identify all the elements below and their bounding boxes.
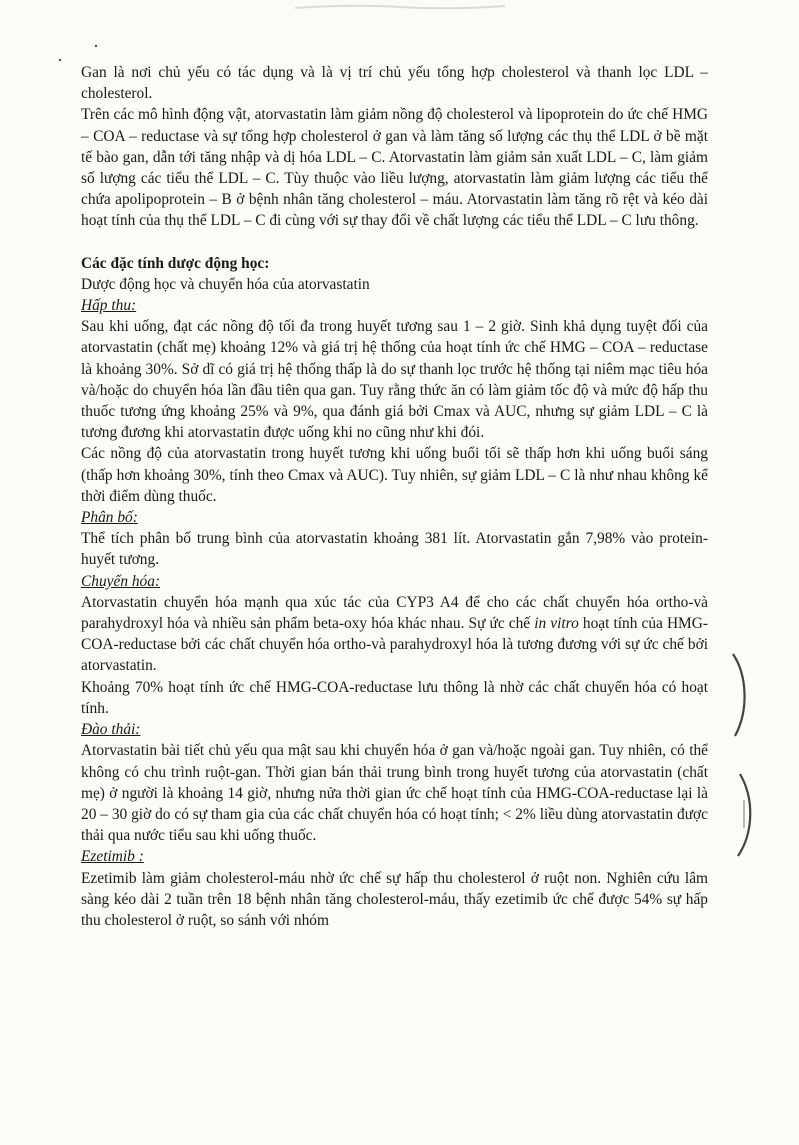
absorption-paragraph-1: Sau khi uống, đạt các nồng độ tối đa trong huyết tương sau 1 – 2 giờ. Sinh khả dụng tuyệt đối của atorvastatin (chất mẹ) khoảng 12% và giá trị hệ thống của hoạt tính ức chế HMG – COA – reductase là khoảng 30%. Sở dĩ có giá trị hệ thống thấp là do sự thanh lọc trước hệ thống tại niêm mạc tiêu hóa và/hoặc do chuyển hóa lần đầu tiên qua gan. Tuy rằng thức ăn có làm giảm tốc độ và mức độ hấp thu thuốc tương ứng khoảng 25% và 9%, qua đánh giá bởi Cmax và AUC, nhưng sự giảm LDL – C là tương đương khi atorvastatin được uống khi no cũng như khi đói.	[81, 318, 708, 442]
intro-paragraph-2: Trên các mô hình động vật, atorvastatin làm giảm nồng độ cholesterol và lipoprotein do ức chế HMG – COA – reductase và sự tổng hợp cholesterol ở gan và làm tăng số lượng các thụ thể LDL ở bề mặt tế bào gan, dẫn tới tăng nhập và dị hóa LDL – C. Atorvastatin làm giảm sản xuất LDL – C, làm giảm số lượng các tiểu thể LDL – C. Tùy thuộc vào liều lượng, atorvastatin làm giảm lượng các tiểu thể chứa apolipoprotein – B ở bệnh nhân tăng cholesterol – máu. Atorvastatin làm tăng rõ rệt và kéo dài hoạt tính của thụ thể LDL – C đi cùng với sự thay đổi về chất lượng các tiểu thể LDL – C lưu thông.	[81, 106, 708, 230]
metabolism-text-b: hoạt tính của HMG-COA-reductase bởi các chất chuyển hóa ortho-và parahydroxyl hóa là tương đương với sự ức chế bởi atorvastatin.	[81, 615, 708, 675]
document-body	[81, 62, 708, 931]
ezetimib-paragraph: Ezetimib làm giảm cholesterol-máu nhờ ức chế sự hấp thu cholesterol ở ruột non. Nghiên cứu lâm sàng kéo dài 2 tuần trên 18 bệnh nhân tăng cholesterol-máu, thấy ezetimib ức chế được 54% sự hấp thu cholesterol ở ruột, so sánh với nhóm	[81, 869, 708, 929]
metabolism-heading: Chuyển hóa:	[81, 572, 161, 590]
binding-mark-lower	[730, 770, 760, 860]
absorption-paragraph-2: Các nồng độ của atorvastatin trong huyết tương khi uống buổi tối sẽ thấp hơn khi uống buổi sáng (thấp hơn khoảng 30%, tính theo Cmax và AUC). Tuy nhiên, sự giảm LDL – C là như nhau không kể thời điểm dùng thuốc.	[81, 445, 708, 505]
elimination-paragraph: Atorvastatin bài tiết chủ yếu qua mật sau khi chuyển hóa ở gan và/hoặc ngoài gan. Tuy nhiên, có thể không có chu trình ruột-gan. Thời gian bán thải trung bình trong huyết tương của atorvastatin (chất mẹ) ở người là khoảng 14 giờ, nhưng nửa thời gian ức chế hoạt tính của HMG-COA-reductase lại là 20 – 30 giờ do có sự tham gia của các chất chuyển hóa có hoạt tính; < 2% liều dùng atorvastatin được thải qua nước tiểu sau khi uống thuốc.	[81, 742, 708, 845]
metabolism-text-a: Atorvastatin chuyển hóa mạnh qua xúc tác của CYP3 A4 để cho các chất chuyển hóa ortho-và parahydroxyl hóa và nhiều sản phẩm beta-oxy hóa khác nhau. Sự ức chế	[81, 593, 708, 633]
ezetimib-heading: Ezetimib :	[81, 848, 144, 866]
distribution-paragraph: Thể tích phân bố trung bình của atorvastatin khoảng 381 lít. Atorvastatin gắn 7,98% vào protein- huyết tương.	[81, 530, 708, 569]
binding-mark-upper	[725, 650, 755, 740]
metabolism-paragraph-1	[81, 592, 708, 677]
intro-paragraph-1: Gan là nơi chủ yếu có tác dụng và là vị trí chủ yếu tổng hợp cholesterol và thanh lọc LDL – cholesterol.	[81, 64, 708, 103]
scan-top-smudge	[290, 0, 510, 14]
elimination-heading: Đào thải:	[81, 721, 141, 739]
absorption-heading: Hấp thu:	[81, 297, 137, 315]
distribution-heading: Phân bố:	[81, 509, 138, 527]
pharmacokinetics-heading: Các đặc tính dược động học:	[81, 254, 270, 272]
in-vitro-term: in vitro	[534, 615, 579, 633]
metabolism-paragraph-2: Khoảng 70% hoạt tính ức chế HMG-COA-reductase lưu thông là nhờ các chất chuyển hóa có hoạt tính.	[81, 678, 708, 717]
section-gap	[81, 232, 708, 253]
pharmacokinetics-intro: Dược động học và chuyển hóa của atorvastatin	[81, 275, 370, 293]
